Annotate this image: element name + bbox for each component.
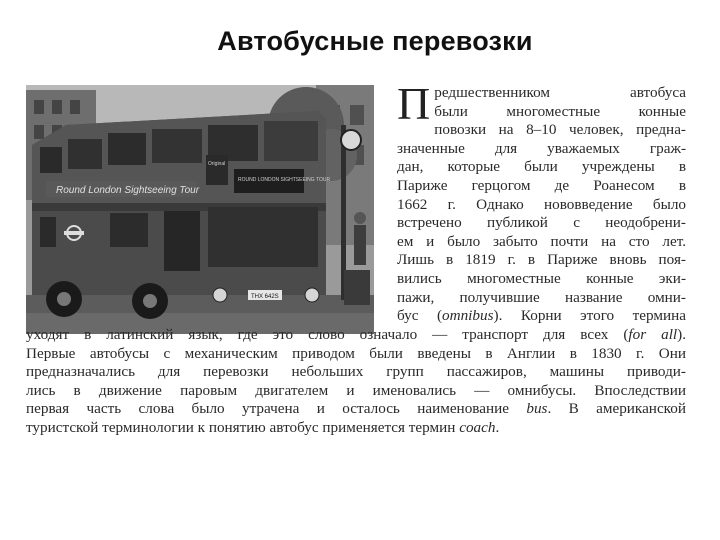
intro-paragraph	[397, 78, 686, 326]
text-line: дан, которые были учреждены в	[397, 158, 686, 176]
text-line: редшественником автобуса	[434, 84, 686, 101]
text-line: Первые автобусы с механическим приводом были введены в Англии в 1830 г. Они	[26, 344, 686, 362]
text-line: встречено публикой с неодобрени-	[397, 214, 686, 232]
text-line: 1662 г. Однако нововведение было	[397, 195, 686, 213]
text-line: уходят в латинский язык, где это слово означало — транспорт для всех (for all).	[26, 326, 686, 343]
drop-cap: П	[397, 78, 431, 129]
text-line: туристской терминологии к понятию автобус применяется термин coach.	[26, 418, 500, 436]
text-line: были многоместные конные	[434, 102, 686, 120]
text-line: Париже герцогом де Роанесом в	[397, 176, 686, 194]
route-badge: Original	[208, 161, 226, 167]
text-line: Лишь в 1819 г. в Париже вновь поя-	[397, 251, 686, 269]
omnibus-term: omnibus	[442, 307, 494, 325]
text-line: пажи, получившие название омни-	[397, 288, 686, 306]
text-line: ем и было забыто почти на сто лет.	[397, 232, 686, 250]
text-line: значенные для уважаемых граж-	[397, 139, 686, 157]
bus-photo	[26, 85, 374, 334]
text-line: вились многоместные конные эки-	[397, 269, 686, 287]
text-line: первая часть слова было утрачена и осталось наименование bus. В американской	[26, 400, 687, 418]
destination-sign: ROUND LONDON SIGHTSEEING TOUR	[238, 177, 331, 183]
text-line: повозки на 8–10 человек, предна-	[434, 121, 686, 139]
coach-term: coach	[459, 418, 496, 436]
text-line: лись в движение паровым двигателем и именовались — омнибусы. Впоследствии	[26, 381, 686, 399]
slide-title: Автобусные перевозки	[217, 26, 533, 56]
license-plate: THX 642S	[251, 294, 279, 300]
bus-term: bus	[526, 400, 548, 418]
body-paragraph	[26, 326, 686, 438]
text-line: бус (omnibus). Корни этого термина	[397, 307, 686, 325]
text-line: предназначались для перевозки небольших групп пассажиров, машины приводи-	[26, 363, 686, 381]
for-all-term: for all	[628, 326, 678, 343]
bus-side-text: Round London Sightseeing Tour	[56, 185, 200, 196]
